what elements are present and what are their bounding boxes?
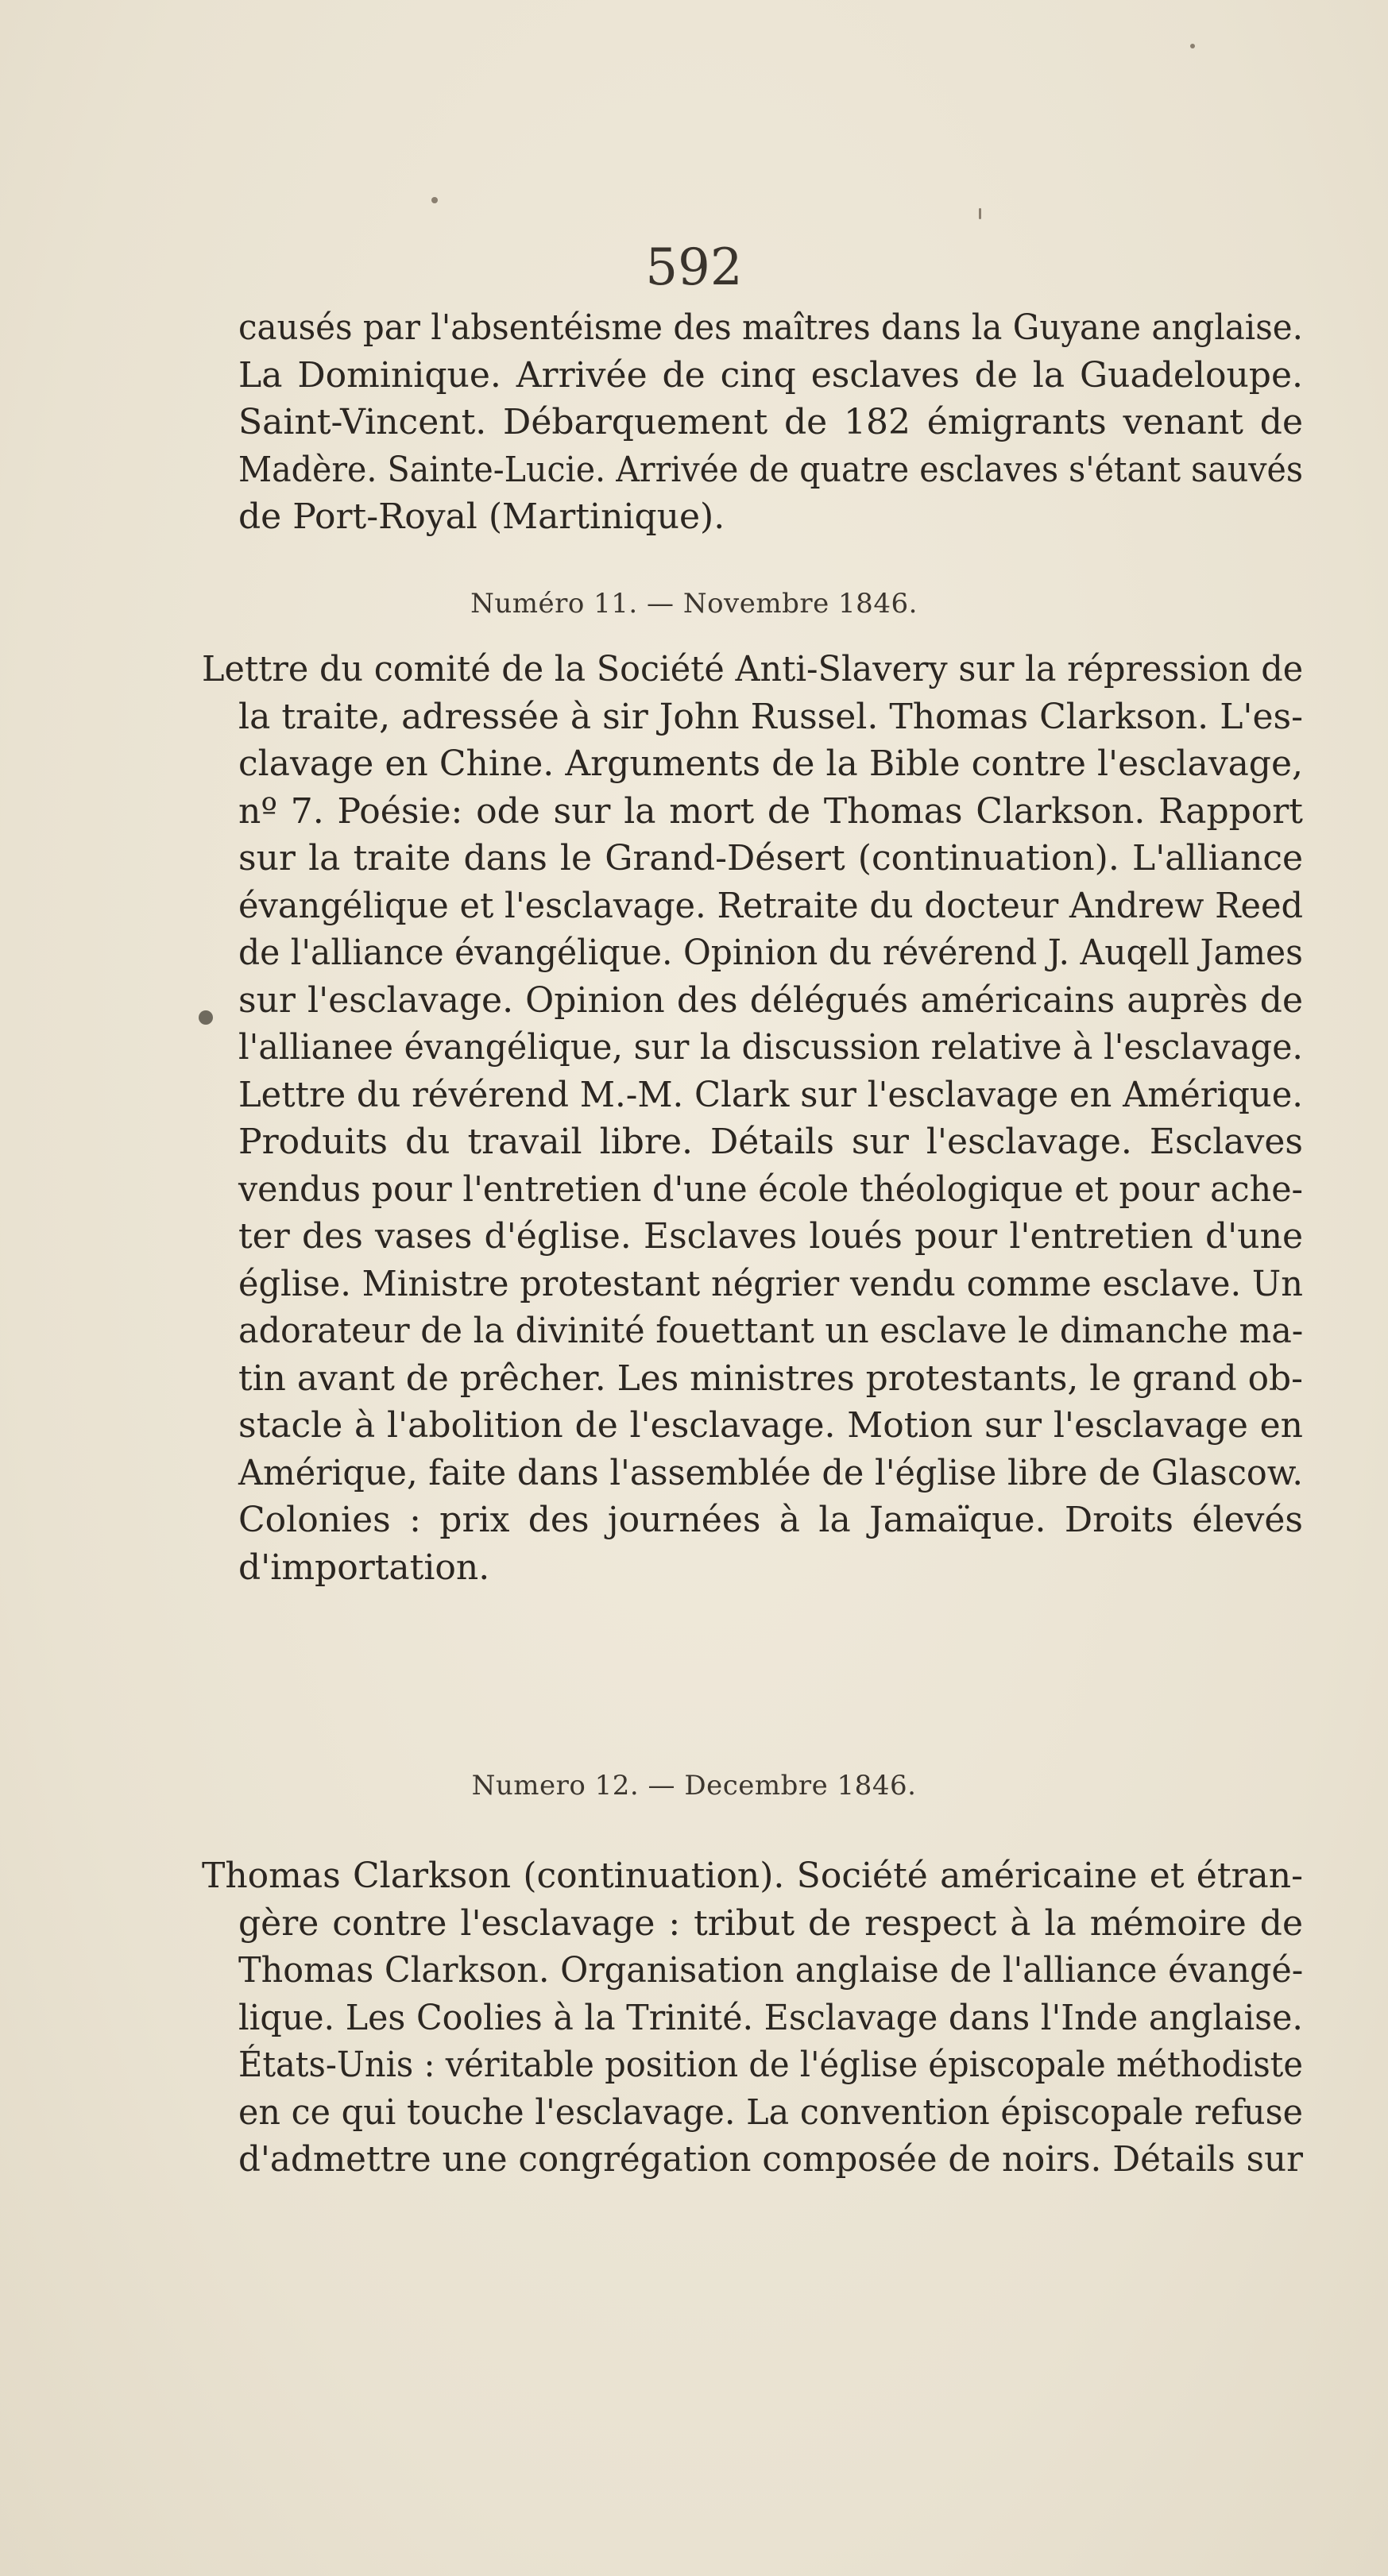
text-line: ter des vases d'église. Esclaves loués pour l'entretien d'une [238, 1216, 1303, 1257]
text-line: adorateur de la divinité fouettant un esclave le dimanche ma- [238, 1311, 1304, 1351]
paper-speck [979, 208, 981, 219]
section-heading-12: Numero 12. — Decembre 1846. [471, 1770, 917, 1802]
section-11-paragraph [202, 646, 1304, 1591]
text-line: États-Unis : véritable position de l'église épiscopale méthodiste [238, 2045, 1303, 2085]
text-line: la traite, adressée à sir John Russel. Thomas Clarkson. L'es- [238, 696, 1303, 737]
text-line: Lettre du révérend M.-M. Clark sur l'esclavage en Amérique. [238, 1074, 1304, 1115]
paper-speck [1190, 44, 1195, 48]
text-line: La Dominique. Arrivée de cinq esclaves de la Guadeloupe. [238, 354, 1303, 396]
text-line: sur l'esclavage. Opinion des délégués américains auprès de [238, 979, 1303, 1021]
text-line: nº 7. Poésie: ode sur la mort de Thomas Clarkson. Rapport [238, 790, 1303, 832]
text-line: causés par l'absentéisme des maîtres dans la Guyane anglaise. [238, 307, 1303, 348]
text-line: Colonies : prix des journées à la Jamaïque. Droits élevés [238, 1500, 1303, 1540]
text-line: église. Ministre protestant négrier vendu comme esclave. Un [238, 1263, 1303, 1304]
page-number: 592 [645, 238, 743, 297]
section-12-paragraph [202, 1852, 1304, 2184]
text-line: évangélique et l'esclavage. Retraite du docteur Andrew Reed [238, 885, 1304, 926]
text-line: gère contre l'esclavage : tribut de respect à la mémoire de [238, 1902, 1303, 1944]
paper-speck [431, 197, 438, 203]
text-line: de l'alliance évangélique. Opinion du révérend J. Auqell James [238, 933, 1303, 973]
text-line: tin avant de prêcher. Les ministres protestants, le grand ob- [238, 1358, 1303, 1399]
text-line: Lettre du comité de la Société Anti-Slavery sur la répression de [202, 649, 1304, 689]
continuation-paragraph [238, 304, 1303, 541]
text-line: vendus pour l'entretien d'une école théologique et pour ache- [238, 1168, 1303, 1210]
text-line: Produits du travail libre. Détails sur l'esclavage. Esclaves [238, 1122, 1303, 1162]
text-line: Thomas Clarkson (continuation). Société américaine et étran- [202, 1856, 1303, 1896]
text-line: Madère. Sainte-Lucie. Arrivée de quatre esclaves s'étant sauvés [238, 449, 1303, 490]
section-heading-11: Numéro 11. — Novembre 1846. [470, 588, 918, 620]
paper-speck [199, 1010, 213, 1025]
text-line: Saint-Vincent. Débarquement de 182 émigrants venant de [238, 402, 1303, 442]
text-line: d'admettre une congrégation composée de noirs. Détails sur [238, 2139, 1303, 2180]
text-line: lique. Les Coolies à la Trinité. Esclavage dans l'Inde anglaise. [238, 1997, 1303, 2038]
text-line: Thomas Clarkson. Organisation anglaise de l'alliance évangé- [238, 1950, 1304, 1991]
text-line: d'importation. [238, 1547, 490, 1588]
text-line: stacle à l'abolition de l'esclavage. Motion sur l'esclavage en [238, 1405, 1303, 1446]
text-line: en ce qui touche l'esclavage. La convention épiscopale refuse [238, 2091, 1303, 2133]
text-line: clavage en Chine. Arguments de la Bible contre l'esclavage, [238, 743, 1303, 784]
text-line: l'allianee évangélique, sur la discussion relative à l'esclavage. [238, 1027, 1303, 1068]
text-line: sur la traite dans le Grand-Désert (continuation). L'alliance [238, 838, 1303, 879]
text-line: Amérique, faite dans l'assemblée de l'église libre de Glascow. [238, 1452, 1304, 1493]
text-line: de Port-Royal (Martinique). [238, 496, 725, 537]
